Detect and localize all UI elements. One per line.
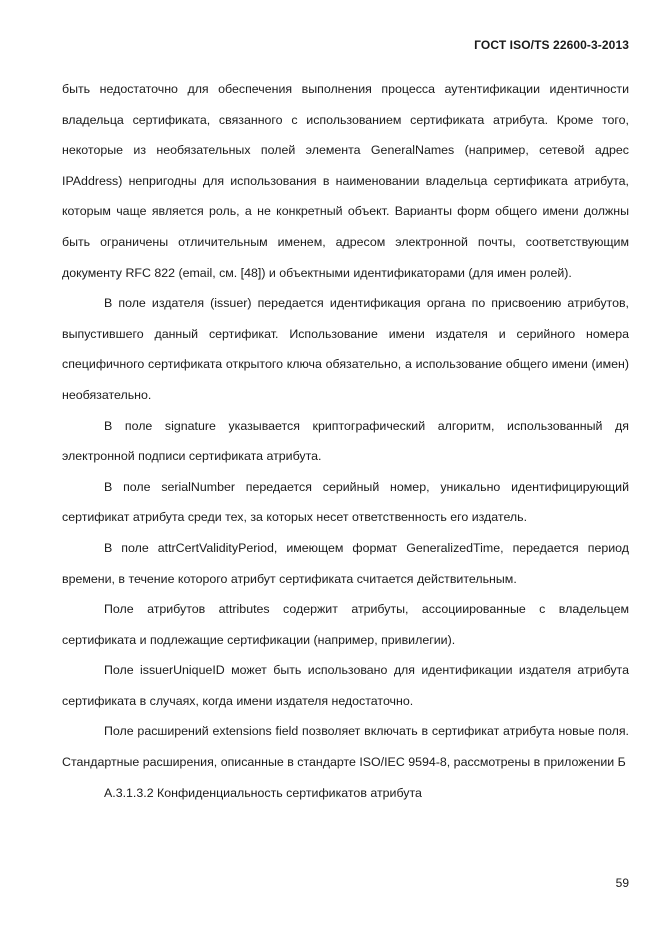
paragraph-validity-period: В поле attrCertValidityPeriod, имеющем формат GeneralizedTime, передается период времени, в течение которого атрибут сертификата считается действительным. <box>62 540 629 586</box>
paragraph-issuer: В поле издателя (issuer) передается идентификация органа по присвоению атрибутов, выпустившего данный сертификат. Использование имени издателя и серийного номера специфичного сертификата открытого ключа обязательно, а использование общего имени (имен) необязательно. <box>62 296 629 402</box>
page-number: 59 <box>615 876 629 890</box>
paragraph-extensions: Поле расширений extensions field позволяет включать в сертификат атрибута новые поля. Стандартные расширения, описанные в стандарте ISO/IEC 9594-8, рассмотрены в приложении Б <box>62 724 629 770</box>
body-text <box>62 74 629 808</box>
paragraph-serial-number: В поле serialNumber передается серийный номер, уникально идентифицирующий сертификат атрибута среди тех, за которых несет ответственность его издатель. <box>62 479 629 525</box>
paragraph-continuation: быть недостаточно для обеспечения выполнения процесса аутентификации идентичности владельца сертификата, связанного с использованием сертификата атрибута. Кроме того, некоторые из необязательных полей элемента GeneralNames (например, сетевой адрес IPAddress) непригодны для использования в наименовании владельца сертификата атрибута, которым чаще является роль, а не конкретный объект. Варианты форм общего имени должны быть ограничены отличительным именем, адресом электронной почты, соответствующим документу RFC 822 (email, см. [48]) и объектными идентификаторами (для имен ролей). <box>62 82 629 280</box>
paragraph-attributes: Поле атрибутов attributes содержит атрибуты, ассоциированные с владельцем сертификата и подлежащие сертификации (например, привилегии). <box>62 602 629 647</box>
paragraph-issuer-unique-id: Поле issuerUniqueID может быть использовано для идентификации издателя атрибута сертификата в случаях, когда имени издателя недостаточно. <box>62 663 629 708</box>
section-heading: А.3.1.3.2 Конфиденциальность сертификатов атрибута <box>104 785 422 800</box>
paragraph-signature: В поле signature указывается криптографический алгоритм, использованный дя электронной подписи сертификата атрибута. <box>62 418 629 464</box>
document-header: ГОСТ ISO/TS 22600-3-2013 <box>474 38 629 52</box>
